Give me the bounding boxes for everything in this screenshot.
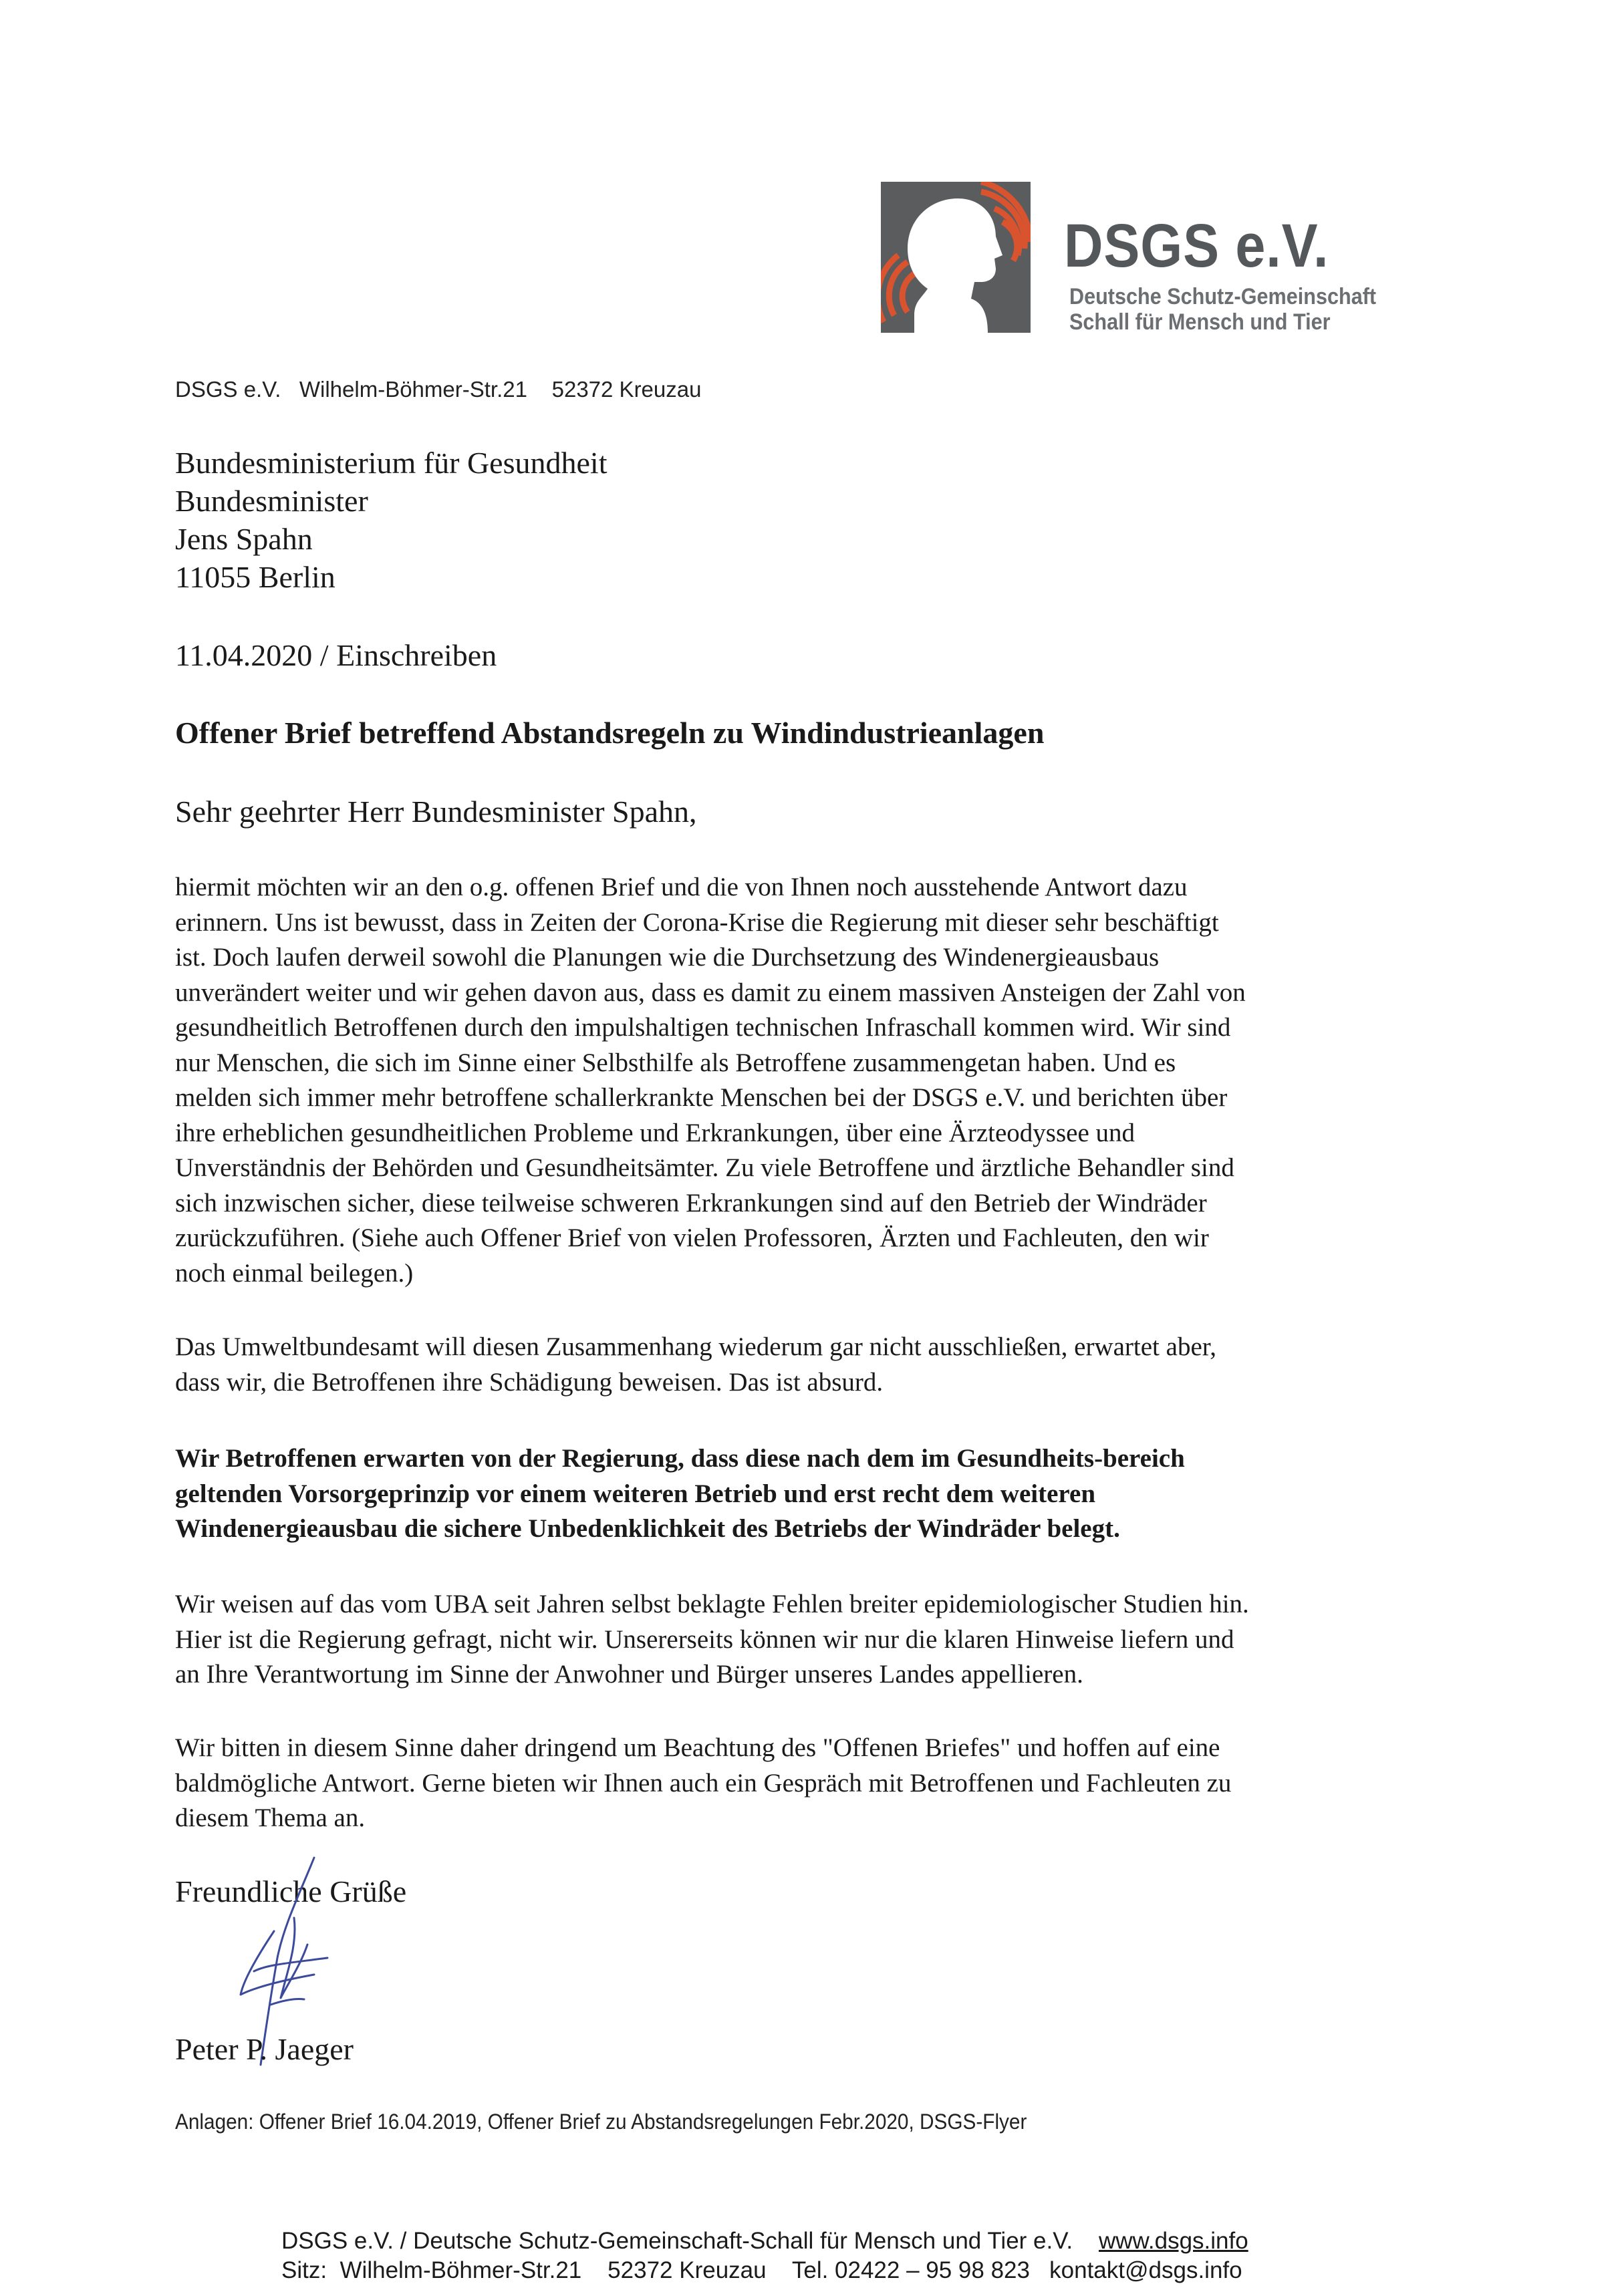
footer-line-2: Sitz: Wilhelm-Böhmer-Str.21 52372 Kreuzau Tel. 02422 – 95 98 823 kontakt@dsgs.info xyxy=(281,2257,1242,2283)
text-line: Wir bitten in diesem Sinne daher dringend um Beachtung des "Offenen Briefes" und hoffen auf eine xyxy=(175,1733,1220,1762)
body-paragraph-1 xyxy=(175,870,1246,1291)
body-paragraph-2 xyxy=(175,1330,1216,1400)
text-line: nur Menschen, die sich im Sinne einer Selbsthilfe als Betroffene zusammengetan haben. Und es xyxy=(175,1048,1176,1077)
text-line: geltenden Vorsorgeprinzip vor einem weiteren Betrieb und erst recht dem weiteren xyxy=(175,1479,1096,1508)
body-paragraph-3-emphasis xyxy=(175,1441,1185,1547)
subject-line: Offener Brief betreffend Abstandsregeln zu Windindustrieanlagen xyxy=(175,716,1045,750)
recipient-line: Jens Spahn xyxy=(175,522,313,556)
text-line: Unverständnis der Behörden und Gesundheitsämter. Zu viele Betroffene und ärztliche Behandler sind xyxy=(175,1153,1234,1182)
text-line: ihre erheblichen gesundheitlichen Probleme und Erkrankungen, über eine Ärzteodyssee und xyxy=(175,1118,1135,1147)
footer-website-link[interactable]: www.dsgs.info xyxy=(1098,2228,1248,2254)
text-line: gesundheitlich Betroffenen durch den impulshaltigen technischen Infraschall kommen wird. Wir sind xyxy=(175,1013,1231,1042)
text-line: noch einmal beilegen.) xyxy=(175,1258,414,1288)
recipient-line: Bundesminister xyxy=(175,484,368,518)
text-line: Hier ist die Regierung gefragt, nicht wir. Unsererseits können wir nur die klaren Hinweise liefern und xyxy=(175,1624,1234,1654)
text-line: hiermit möchten wir an den o.g. offenen Brief und die von Ihnen noch ausstehende Antwort dazu xyxy=(175,873,1188,901)
text-line: Wir Betroffenen erwarten von der Regierung, dass diese nach dem im Gesundheits-bereich xyxy=(175,1444,1185,1473)
text-line: erinnern. Uns ist bewusst, dass in Zeiten der Corona-Krise die Regierung mit dieser sehr beschäftigt xyxy=(175,907,1219,937)
text-line: an Ihre Verantwortung im Sinne der Anwohner und Bürger unseres Landes appellieren. xyxy=(175,1660,1083,1689)
recipient-line: Bundesministerium für Gesundheit xyxy=(175,446,608,480)
text-line: baldmögliche Antwort. Gerne bieten wir Ihnen auch ein Gespräch mit Betroffenen und Fachleuten zu xyxy=(175,1768,1232,1798)
body-paragraph-5 xyxy=(175,1731,1231,1836)
signatory-name: Peter P. Jaeger xyxy=(175,2032,354,2066)
text-line: Das Umweltbundesamt will diesen Zusammenhang wiederum gar nicht ausschließen, erwartet aber, xyxy=(175,1332,1216,1361)
text-line: melden sich immer mehr betroffene schallerkrankte Menschen bei der DSGS e.V. und berichten über xyxy=(175,1083,1228,1112)
text-line: Windenergieausbau die sichere Unbedenklichkeit des Betriebs der Windräder belegt. xyxy=(175,1514,1120,1543)
text-line: unverändert weiter und wir gehen davon aus, dass es damit zu einem massiven Ansteigen der Zahl von xyxy=(175,978,1246,1007)
text-line: ist. Doch laufen derweil sowohl die Planungen wie die Durchsetzung des Windenergieausbaus xyxy=(175,943,1160,972)
org-full-name-line1: Deutsche Schutz-Gemeinschaft xyxy=(1069,284,1377,309)
closing: Freundliche Grüße xyxy=(175,1874,407,1908)
body-paragraph-4 xyxy=(175,1587,1249,1693)
logo xyxy=(881,182,1031,333)
org-full-name-line2: Schall für Mensch und Tier xyxy=(1069,309,1331,335)
text-line: diesem Thema an. xyxy=(175,1804,366,1832)
attachments-line: Anlagen: Offener Brief 16.04.2019, Offener Brief zu Abstandsregelungen Febr.2020, DSGS-Flyer xyxy=(175,2110,1027,2134)
org-short-name: DSGS e.V. xyxy=(1064,212,1329,280)
footer-org-text: DSGS e.V. / Deutsche Schutz-Gemeinschaft-Schall für Mensch und Tier e.V. xyxy=(281,2228,1099,2254)
sender-address-line: DSGS e.V. Wilhelm-Böhmer-Str.21 52372 Kreuzau xyxy=(175,377,702,402)
recipient-address xyxy=(175,444,607,596)
salutation: Sehr geehrter Herr Bundesminister Spahn, xyxy=(175,795,697,829)
footer-line-1 xyxy=(281,2228,1248,2255)
head-soundwave-icon xyxy=(881,182,1031,333)
text-line: dass wir, die Betroffenen ihre Schädigung beweisen. Das ist absurd. xyxy=(175,1367,884,1397)
date-line: 11.04.2020 / Einschreiben xyxy=(175,638,497,672)
text-line: zurückzuführen. (Siehe auch Offener Brief von vielen Professoren, Ärzten und Fachleuten, den wir xyxy=(175,1224,1209,1252)
text-line: Wir weisen auf das vom UBA seit Jahren selbst beklagte Fehlen breiter epidemiologischer Studien hin. xyxy=(175,1590,1249,1618)
recipient-line: 11055 Berlin xyxy=(175,560,336,594)
text-line: sich inzwischen sicher, diese teilweise schweren Erkrankungen sind auf den Betrieb der Windräder xyxy=(175,1188,1207,1217)
